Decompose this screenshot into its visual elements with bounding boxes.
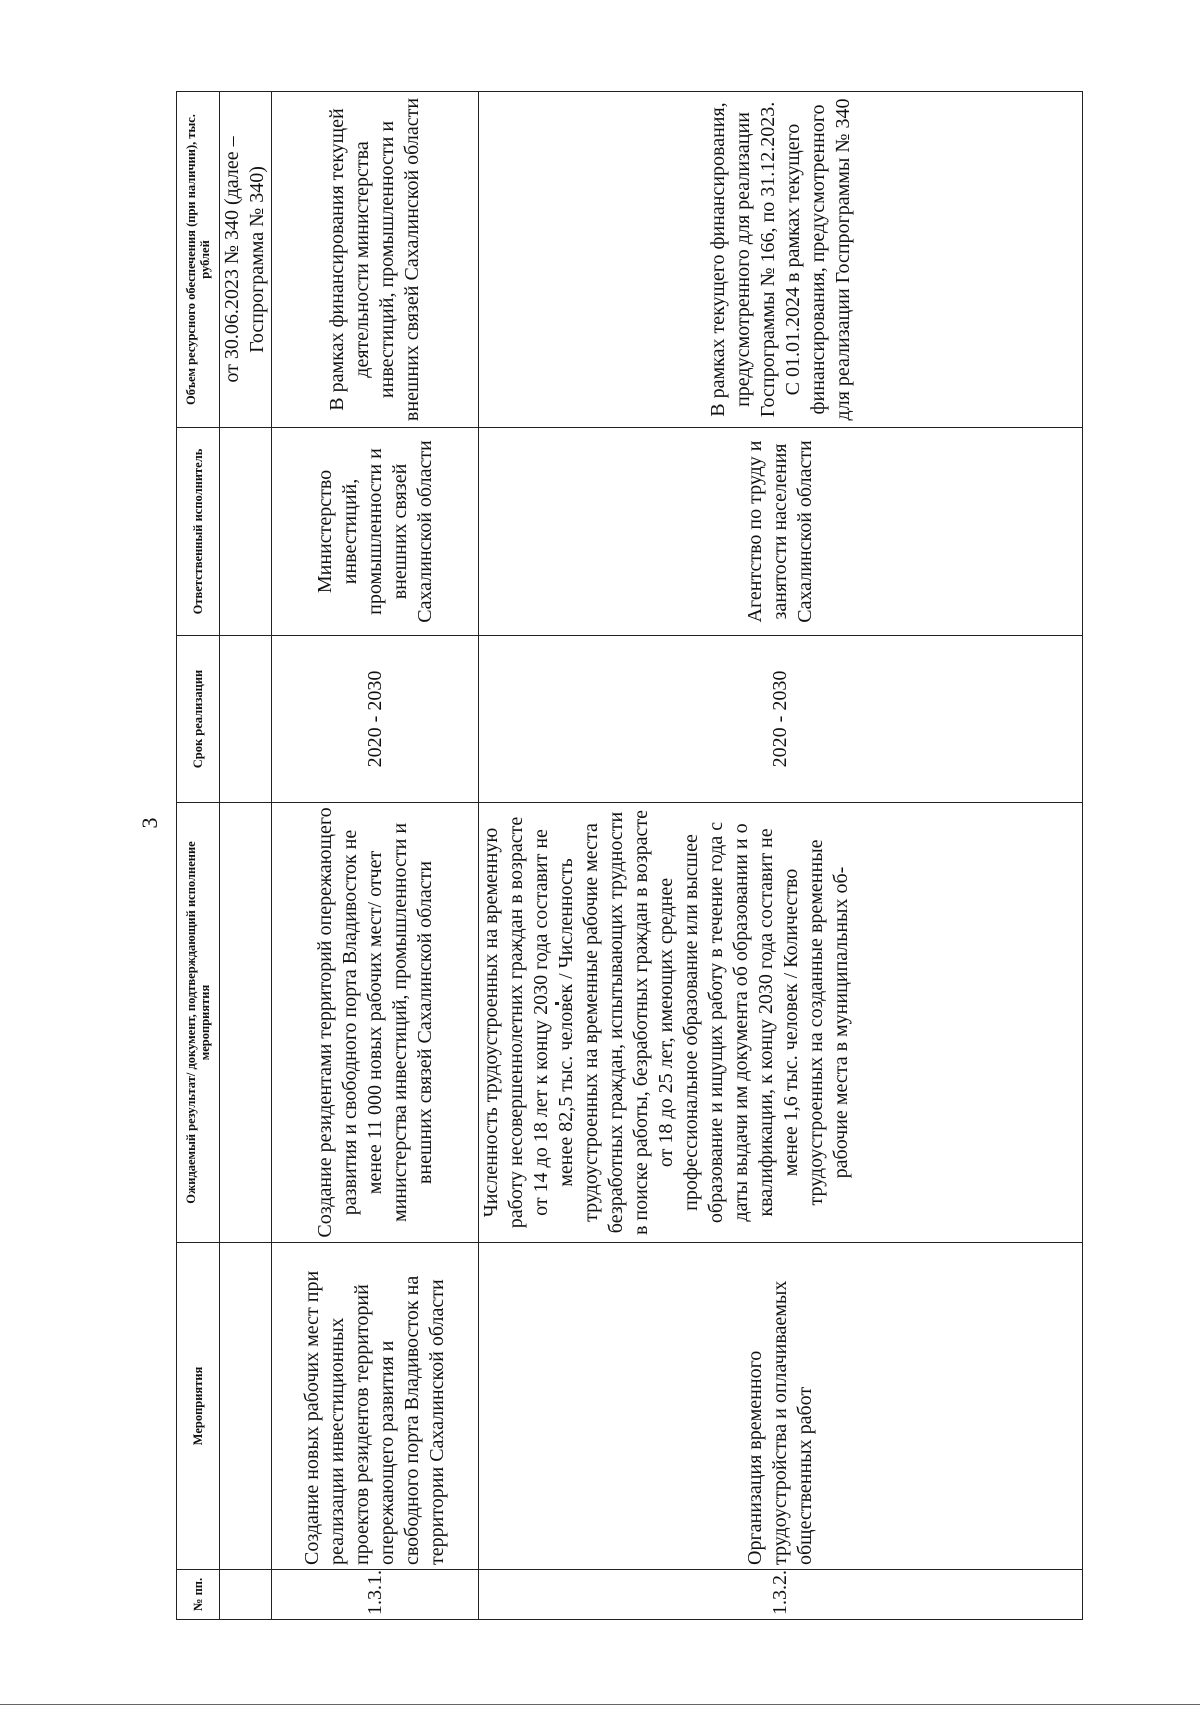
table-header-row: [177, 92, 220, 1620]
row-event: Создание новых рабочих мест при реализации инвестиционных проектов резидентов территорий опережающего развития и свободного порта Владивосток на территории Сахалинской области: [272, 1243, 479, 1570]
page-number: 3: [137, 817, 162, 829]
scan-mark: [0, 1704, 1200, 1705]
header-num: № пп.: [177, 1570, 220, 1620]
cont-funding-cell: от 30.06.2023 № 340 (далее – Госпрограмма № 340): [220, 92, 272, 428]
cont-executor-cell: [220, 428, 272, 636]
row-funding: В рамках финансирования текущей деятельности министерства инвестиций, промышленности и внешних связей Сахалинской области: [272, 92, 479, 428]
row-num: 1.3.2.: [479, 1570, 1083, 1620]
cont-result-cell: [220, 803, 272, 1243]
row-funding: В рамках текущего финансирования, предусмотренного для реализации Госпрограммы № 166, по 31.12.2023. С 01.01.2024 в рамках текущего финансирования, предусмотренного для реализации Госпрограммы № 340: [479, 92, 1083, 428]
row-executor: Агентство по труду и занятости населения Сахалинской области: [479, 428, 1083, 636]
table-row: [272, 92, 479, 1620]
cont-term-cell: [220, 636, 272, 803]
row-event: Организация временного трудоустройства и оплачиваемых общественных работ: [479, 1243, 1083, 1570]
measures-table: [176, 91, 1083, 1620]
row-term: 2020 - 2030: [479, 636, 1083, 803]
row-num: 1.3.1.: [272, 1570, 479, 1620]
row-term: 2020 - 2030: [272, 636, 479, 803]
cont-num-cell: [220, 1570, 272, 1620]
cont-event-cell: [220, 1243, 272, 1570]
header-funding: Объем ресурсного обеспечения (при наличии), тыс. рублей: [177, 92, 220, 428]
header-term: Срок реализации: [177, 636, 220, 803]
header-event: Мероприятия: [177, 1243, 220, 1570]
row-result: Численность трудоустроенных на временную работу несовершеннолетних граждан в возрасте от 14 до 18 лет к концу 2030 года составит не менее 82,5 тыс. человек / Численность трудоустроенных на временные рабочие места безработных граждан, испытывающих трудности в поиске работы, безработных граждан в возрасте от 18 до 25 лет, имеющих среднее профессиональное образование или высшее образование и ищущих работу в течение года с даты выдачи им документа об образовании и о квалификации, к концу 2030 года составит не менее 1,6 тыс. человек / Количество трудоустроенных на созданные временные рабочие места в муниципальных об-: [479, 803, 1083, 1243]
row-executor: Министерство инвестиций, промышленности и внешних связей Сахалинской области: [272, 428, 479, 636]
continuation-row: [220, 92, 272, 1620]
header-executor: Ответственный исполнитель: [177, 428, 220, 636]
row-result: Создание резидентами территорий опережающего развития и свободного порта Владивосток не менее 11 000 новых рабочих мест/ отчет министерства инвестиций, промышленности и внешних связей Сахалинской области: [272, 803, 479, 1243]
table-row: [479, 92, 1083, 1620]
rotated-table-container: [176, 92, 1082, 1620]
header-result: Ожидаемый результат/ документ, подтверждающий исполнение мероприятия: [177, 803, 220, 1243]
